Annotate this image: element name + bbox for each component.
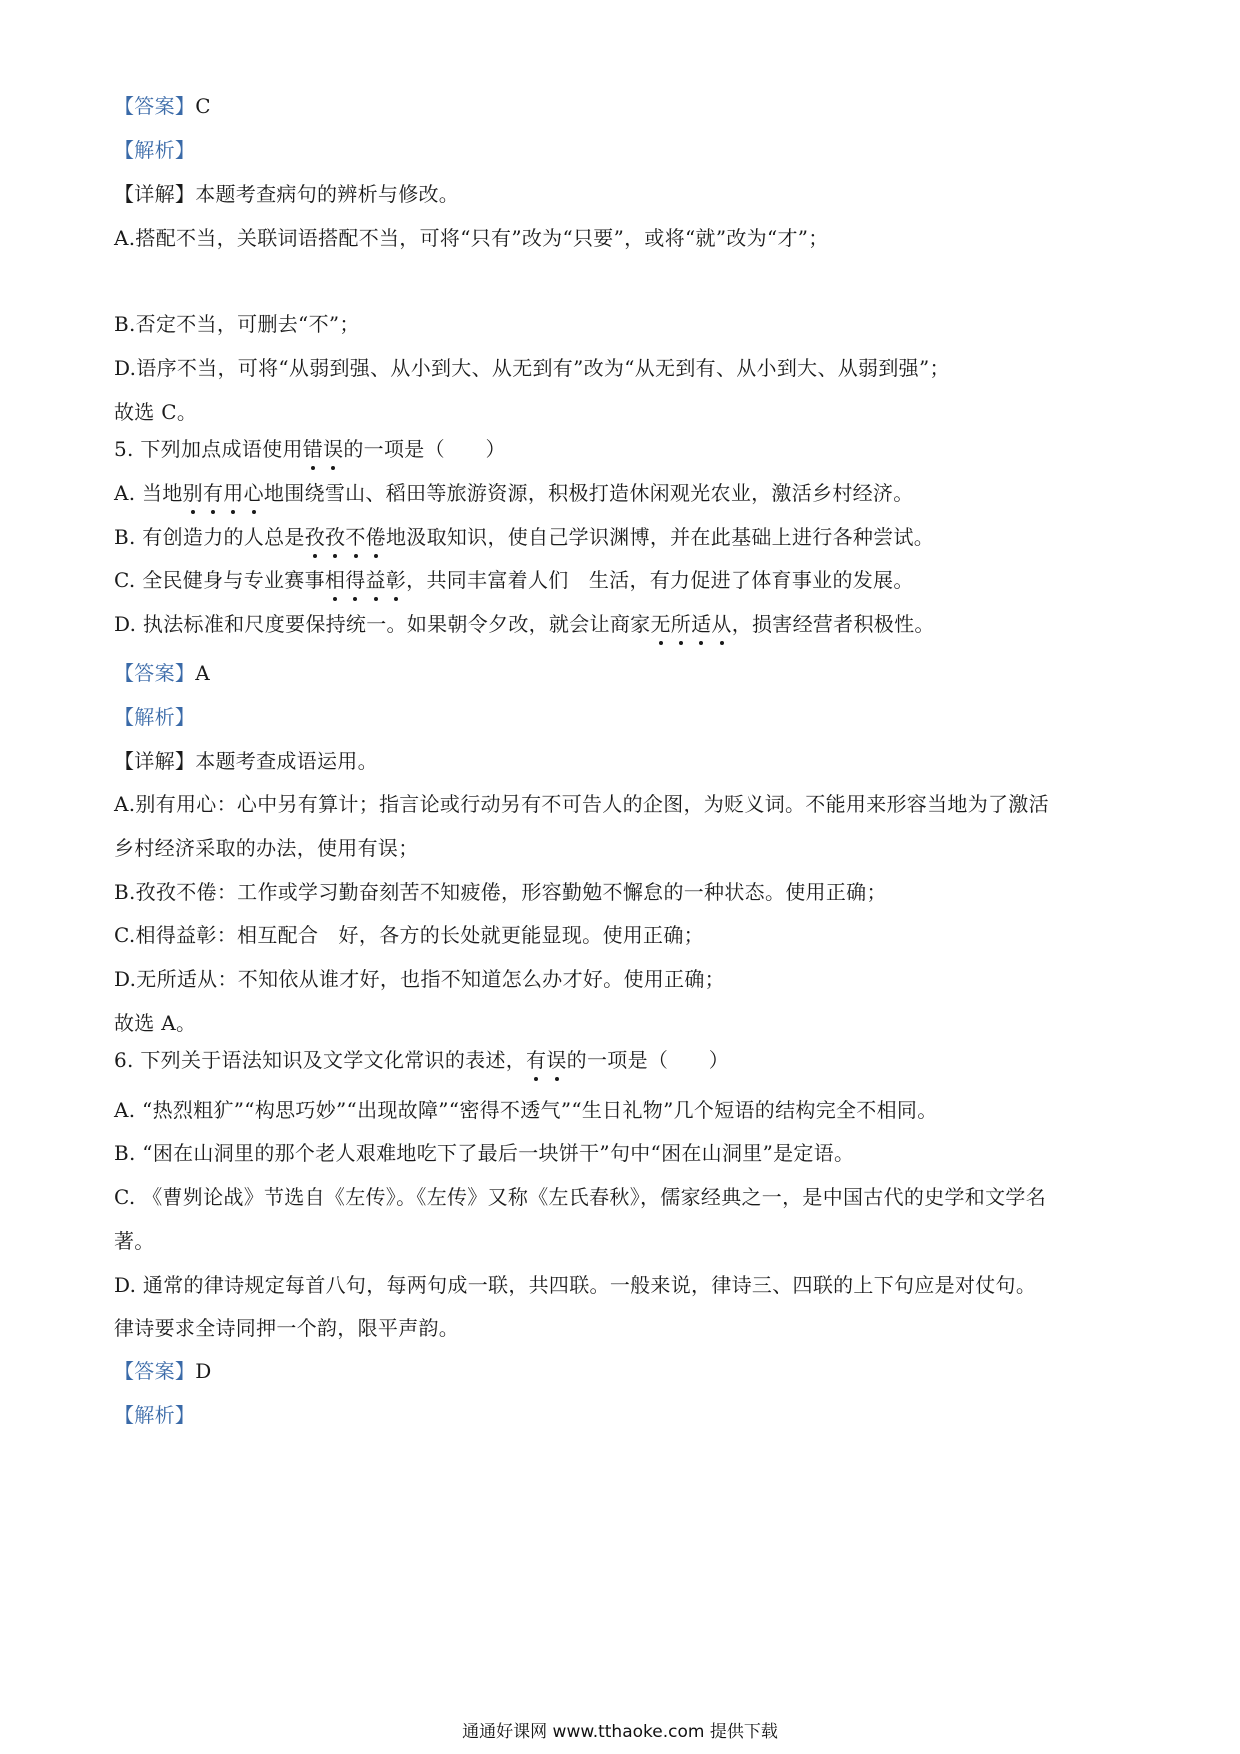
q4-explanation-b: B.否定不当，可删去“不”； xyxy=(114,312,360,336)
q5-explanation-b: B.孜孜不倦：工作或学习勤奋刻苦不知疲倦，形容勤勉不懈怠的一种状态。使用正确； xyxy=(114,880,887,904)
q6-stem-text: 6. 下列关于语法知识及文学文化常识的表述， xyxy=(114,1048,527,1072)
dotted-idiom xyxy=(305,525,386,549)
q6-option-d: D. 通常的律诗规定每首八句，每两句成一联，共四联。一般来说，律诗三、四联的上下句应是对仗句。 xyxy=(114,1273,1037,1297)
analysis-tag: 【解析】 xyxy=(114,1403,196,1427)
q5-detail-line xyxy=(114,747,1140,775)
emphasis-char: 有 xyxy=(202,481,224,505)
q6-option-c: C. 《曹刿论战》节选自《左传》。《左传》又称《左氏春秋》，儒家经典之一，是中国古代的史学和文学名 xyxy=(114,1185,1047,1209)
option-text: C. 全民健身与专业赛事 xyxy=(114,568,325,592)
emphasis-char: 无 xyxy=(650,612,671,636)
emphasis-char: 误 xyxy=(546,1048,567,1072)
emphasis-char: 适 xyxy=(691,612,712,636)
emphasis-char: 从 xyxy=(711,612,732,636)
analysis-tag: 【解析】 xyxy=(114,138,196,162)
q5-analysis-line xyxy=(114,703,1140,731)
emphasis-char: 倦 xyxy=(365,525,386,549)
q6-option-c-cont: 著。 xyxy=(114,1229,155,1253)
q6-stem-suffix: 的一项是（ ） xyxy=(566,1048,730,1072)
option-text: A. 当地 xyxy=(114,481,183,505)
q5-stem-suffix: 的一项是（ ） xyxy=(343,437,506,461)
q4-analysis-line xyxy=(114,136,1140,164)
emphasis-char: 相 xyxy=(324,568,346,592)
q4-detail: 本题考查病句的辨析与修改。 xyxy=(195,182,460,206)
q6-answer: D xyxy=(195,1359,212,1383)
q4-detail-line xyxy=(114,180,1140,208)
q5-detail: 本题考查成语运用。 xyxy=(195,749,378,773)
q4-explanation-a: A.搭配不当，关联词语搭配不当，可将“只有”改为“只要”，或将“就”改为“才”； xyxy=(114,226,829,250)
q5-explanation-a-cont: 乡村经济采取的办法，使用有误； xyxy=(114,836,419,860)
option-text: 地汲取知识，使自己学识渊博，并在此基础上进行各种尝试。 xyxy=(385,525,935,549)
emphasis-char: 别 xyxy=(182,481,203,505)
answer-tag: 【答案】 xyxy=(114,1359,196,1383)
option-text: ，共同丰富着人们 生活，有力促进了体育事业的发展。 xyxy=(406,568,914,592)
emphasis-char: 彰 xyxy=(385,568,407,592)
q5-option-d xyxy=(114,610,1140,638)
q4-explanation-d: D.语序不当，可将“从弱到强、从小到大、从无到有”改为“从无到有、从小到大、从弱到强”； xyxy=(114,356,950,380)
q5-stem-dotted xyxy=(303,437,344,461)
q6-analysis-line xyxy=(114,1401,1140,1429)
q5-explanation-d: D.无所适从：不知依从谁才好，也指不知道怎么办才好。使用正确； xyxy=(114,967,725,991)
q6-option-d-cont: 律诗要求全诗同押一个韵，限平声韵。 xyxy=(114,1316,460,1340)
q5-option-c xyxy=(114,566,1140,594)
emphasis-char: 所 xyxy=(670,612,692,636)
q6-answer-line xyxy=(114,1357,1140,1385)
q4-answer: C xyxy=(195,94,211,118)
q6-option-b: B. “困在山洞里的那个老人艰难地吃下了最后一块饼干”句中“困在山洞里”是定语。 xyxy=(114,1141,855,1165)
emphasis-char: 益 xyxy=(365,568,386,592)
footer-watermark: 通通好课网 www.tthaoke.com 提供下载 xyxy=(462,1722,778,1742)
emphasis-char: 孜 xyxy=(325,525,346,549)
q6-option-a: A. “热烈粗犷”“构思巧妙”“出现故障”“密得不透气”“生日礼物”几个短语的结构完全不相同。 xyxy=(114,1098,938,1122)
dotted-idiom xyxy=(325,568,406,592)
option-text: D. 执法标准和尺度要保持统一。如果朝令夕改，就会让商家 xyxy=(114,612,651,636)
q5-option-b xyxy=(114,523,1140,551)
option-text: B. 有创造力的人总是 xyxy=(114,525,305,549)
q5-stem-text: 5. 下列加点成语使用 xyxy=(114,437,303,461)
q6-stem xyxy=(114,1046,1140,1074)
option-text: ，损害经营者积极性。 xyxy=(731,612,935,636)
emphasis-char: 用 xyxy=(223,481,244,505)
emphasis-char: 孜 xyxy=(304,525,326,549)
detail-tag: 【详解】 xyxy=(114,749,196,773)
dotted-idiom xyxy=(183,481,264,505)
q5-answer: A xyxy=(195,661,210,685)
q5-option-a xyxy=(114,479,1140,507)
dotted-idiom xyxy=(650,612,731,636)
detail-tag: 【详解】 xyxy=(114,182,196,206)
emphasis-char: 心 xyxy=(243,481,264,505)
option-text: 地围绕雪山、稻田等旅游资源，积极打造休闲观光农业，激活乡村经济。 xyxy=(263,481,914,505)
emphasis-char: 不 xyxy=(345,525,366,549)
q5-explanation-c: C.相得益彰：相互配合 好，各方的长处就更能显现。使用正确； xyxy=(114,923,704,947)
emphasis-char: 误 xyxy=(323,437,344,461)
q4-answer-line xyxy=(114,92,1140,120)
analysis-tag: 【解析】 xyxy=(114,705,196,729)
q5-conclusion: 故选 A。 xyxy=(114,1011,197,1035)
emphasis-char: 有 xyxy=(526,1048,547,1072)
answer-tag: 【答案】 xyxy=(114,661,196,685)
answer-tag: 【答案】 xyxy=(114,94,196,118)
emphasis-char: 错 xyxy=(302,437,324,461)
q5-explanation-a: A.别有用心：心中另有算计；指言论或行动另有不可告人的企图，为贬义词。不能用来形容当地为了激活 xyxy=(114,792,1049,816)
q6-stem-dotted xyxy=(526,1048,567,1072)
q5-stem xyxy=(114,435,1140,463)
q4-conclusion: 故选 C。 xyxy=(114,400,198,424)
emphasis-char: 得 xyxy=(345,568,366,592)
q5-answer-line xyxy=(114,659,1140,687)
